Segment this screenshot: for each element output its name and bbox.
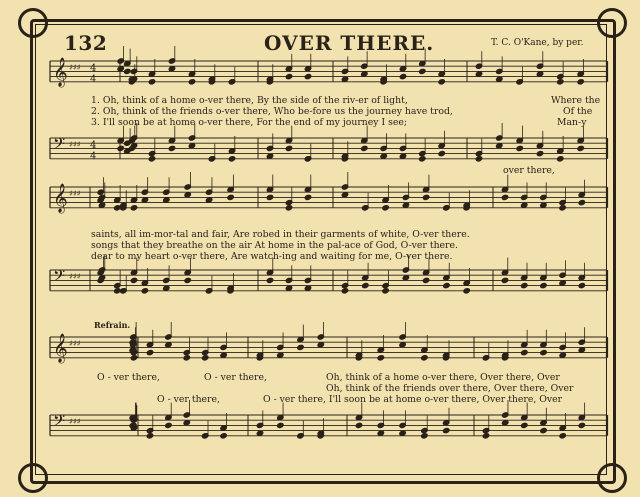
note-head (168, 145, 175, 151)
hymn-title: OVER THERE. (264, 31, 435, 55)
note-head (220, 433, 227, 439)
treble-clef: 𝄞 (53, 183, 68, 212)
note-head (578, 282, 585, 288)
note-head (422, 277, 429, 283)
key-signature: ♯♯♯ (69, 272, 81, 281)
system-2-lyric-line-3: dear to my heart o-ver there, Are watch-ing and waiting for me, O-ver there. (91, 251, 453, 262)
note-head (559, 205, 566, 211)
note-head (578, 422, 585, 428)
refrain-bass-lyric-2: O - ver there, I'll soon be at home o-ver there, Over there, Over (263, 394, 563, 405)
note-head (297, 344, 304, 350)
treble-clef: 𝄞 (53, 57, 68, 86)
note-head (128, 145, 135, 151)
note-head (277, 422, 284, 428)
note-head (304, 194, 311, 200)
note-head (355, 422, 362, 428)
treble-clef: 𝄞 (53, 333, 68, 362)
time-signature: 4 (90, 74, 97, 85)
key-signature: ♯♯♯ (69, 63, 81, 72)
key-signature: ♯♯♯ (69, 417, 81, 426)
verse-3-lyric: 3. I'll soon be at home o-ver there, For the end of my journey I see; (91, 117, 408, 128)
key-signature: ♯♯♯ (69, 339, 81, 348)
note-head (559, 433, 566, 439)
note-head (124, 68, 131, 74)
note-head (183, 355, 190, 361)
time-signature: 4 (90, 63, 97, 74)
note-head (557, 156, 564, 162)
note-head (540, 349, 547, 355)
note-head (228, 156, 235, 162)
refrain-bass-lyric-1: O - ver there, (157, 394, 220, 405)
refrain-lyric-line-1: Oh, think of a home o-ver there, Over there, Over (326, 372, 560, 383)
note-head (361, 145, 368, 151)
refrain-alto-lyric-2: O - ver there, (204, 372, 267, 383)
note-head (540, 282, 547, 288)
note-head (130, 205, 137, 211)
note-head (501, 194, 508, 200)
note-head (148, 79, 155, 85)
verse-3-lyric-end: Man-y (557, 117, 587, 128)
note-head (165, 422, 172, 428)
time-signature: 4 (90, 151, 97, 162)
hymn-number: 132 (64, 31, 108, 55)
note-head (577, 79, 584, 85)
note-head (382, 288, 389, 294)
note-head (202, 355, 209, 361)
note-head (536, 150, 543, 156)
note-head (148, 156, 155, 162)
key-signature: ♯♯♯ (69, 189, 81, 198)
note-head (285, 145, 292, 151)
refrain-alto-lyric-1: O - ver there, (97, 372, 160, 383)
bass-clef: 𝄢 (53, 267, 66, 289)
bass-clef: 𝄢 (53, 135, 66, 157)
system-2-lyric-line-2: songs that they breathe on the air At home in the pal-ace of God, O-ver there. (91, 240, 458, 251)
note-head (341, 288, 348, 294)
note-head (521, 349, 528, 355)
note-head (188, 79, 195, 85)
note-head (501, 277, 508, 283)
note-head (399, 73, 406, 79)
note-head (130, 277, 137, 283)
composer-attribution: T. C. O'Kane, by per. (491, 38, 584, 48)
note-head (438, 150, 445, 156)
note-head (421, 355, 428, 361)
note-head (557, 79, 564, 85)
note-head (521, 422, 528, 428)
note-head (421, 433, 428, 439)
verse-2-lyric-end: Of the (563, 106, 593, 117)
note-head (146, 349, 153, 355)
verse-1-lyric-end: Where the (551, 95, 601, 106)
note-head (521, 282, 528, 288)
note-head (419, 156, 426, 162)
note-head (285, 73, 292, 79)
note-head (227, 194, 234, 200)
note-head (577, 145, 584, 151)
note-head (130, 355, 137, 361)
time-signature: 4 (90, 140, 97, 151)
refrain-label: Refrain. (94, 320, 131, 330)
note-head (377, 355, 384, 361)
note-head (184, 277, 191, 283)
note-head (422, 194, 429, 200)
note-head (540, 427, 547, 433)
note-head (516, 145, 523, 151)
note-head (362, 282, 369, 288)
note-head (419, 68, 426, 74)
note-head (141, 288, 148, 294)
note-head (438, 79, 445, 85)
verse-1-lyric: 1. Oh, think of a home o-ver there, By the side of the riv-er of light, (91, 95, 408, 106)
bass-over-there-lyric: over there, (503, 165, 555, 176)
note-head (475, 156, 482, 162)
note-head (443, 282, 450, 288)
verse-2-lyric: 2. Oh, think of the friends o-ver there, Who be-fore us the journey have trod, (91, 106, 453, 117)
note-head (266, 277, 273, 283)
note-head (304, 73, 311, 79)
note-head (382, 205, 389, 211)
key-signature: ♯♯♯ (69, 140, 81, 149)
system-2-lyric-line-1: saints, all im-mor-tal and fair, Are robed in their garments of white, O-ver there. (91, 229, 470, 240)
note-head (146, 433, 153, 439)
note-head (578, 199, 585, 205)
note-head (443, 427, 450, 433)
note-head (266, 194, 273, 200)
note-head (117, 145, 124, 151)
note-head (463, 288, 470, 294)
refrain-lyric-line-2: Oh, think of the friends over there, Over there, Over (326, 383, 574, 394)
bass-clef: 𝄢 (53, 412, 66, 434)
note-head (482, 433, 489, 439)
note-head (285, 205, 292, 211)
